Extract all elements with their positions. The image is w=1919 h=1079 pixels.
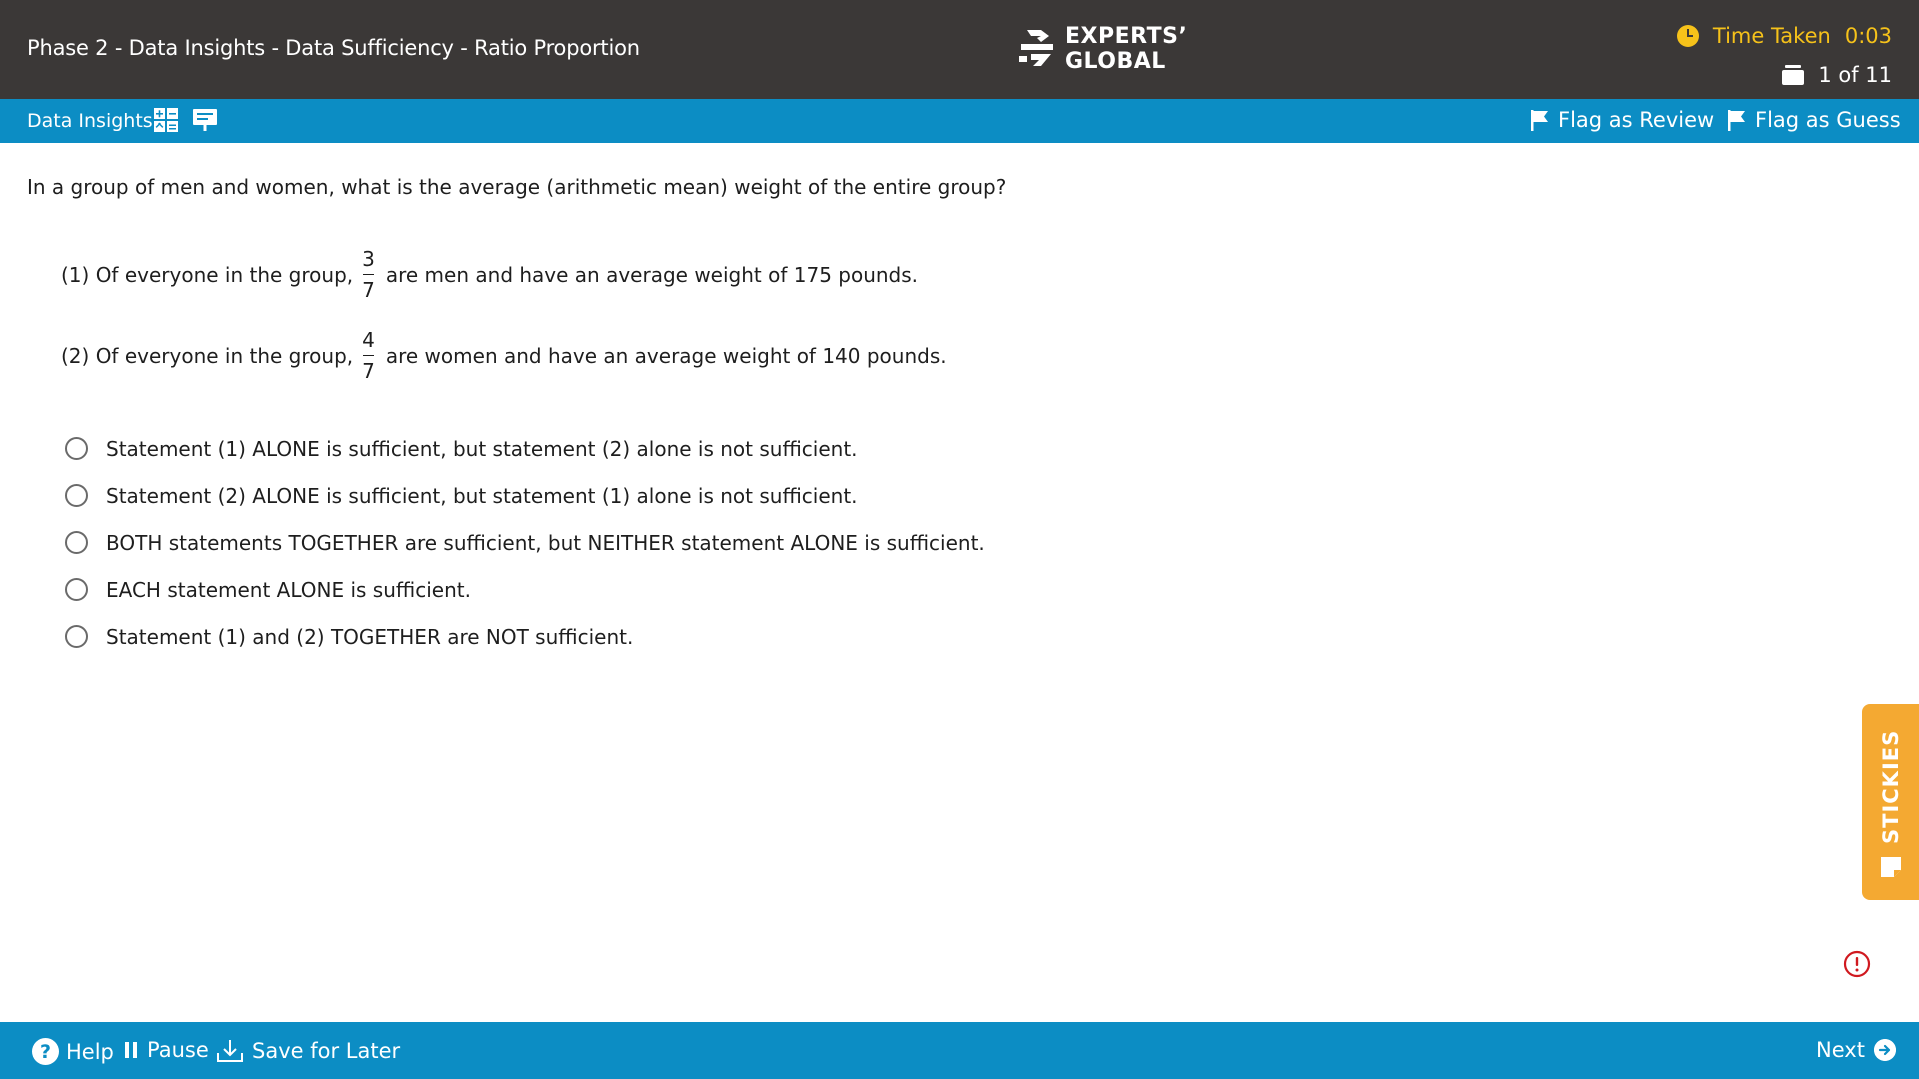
- radio-button[interactable]: [65, 484, 88, 507]
- exam-title: Phase 2 - Data Insights - Data Sufficiency - Ratio Proportion: [27, 36, 640, 60]
- arrow-right-icon: [1874, 1039, 1896, 1061]
- statement-2: [61, 328, 947, 383]
- help-label: Help: [66, 1039, 114, 1064]
- sticky-note-icon: [1878, 854, 1904, 880]
- flag-guess-label: Flag as Guess: [1755, 108, 1901, 132]
- brand-line-2: GLOBAL: [1065, 49, 1166, 74]
- radio-button[interactable]: [65, 625, 88, 648]
- flag-review-label: Flag as Review: [1558, 108, 1715, 132]
- fraction-numerator: 4: [362, 328, 375, 352]
- timer-label: Time Taken: [1712, 24, 1831, 48]
- answer-option-d[interactable]: [65, 566, 985, 613]
- report-error-icon[interactable]: [1843, 950, 1871, 978]
- statement-2-suffix: are women and have an average weight of 140 pounds.: [385, 343, 947, 368]
- flag-guess-button[interactable]: [1727, 108, 1901, 132]
- next-button[interactable]: [1816, 1038, 1896, 1062]
- fraction-numerator: 3: [362, 247, 375, 271]
- answer-option-label: Statement (2) ALONE is sufficient, but statement (1) alone is not sufficient.: [106, 483, 858, 508]
- question-stem: In a group of men and women, what is the average (arithmetic mean) weight of the entire group?: [27, 175, 1007, 199]
- fraction-denominator: 7: [362, 359, 375, 383]
- statement-2-prefix: (2) Of everyone in the group,: [61, 343, 354, 368]
- answer-options: [65, 425, 985, 660]
- timer: [1677, 24, 1892, 48]
- section-name: Data Insights: [27, 110, 153, 132]
- footer-bar: [0, 1022, 1919, 1079]
- fraction: [362, 247, 375, 302]
- save-for-later-button[interactable]: [216, 1038, 400, 1064]
- question-progress: [1782, 63, 1892, 87]
- stickies-tab[interactable]: [1862, 704, 1919, 900]
- radio-button[interactable]: [65, 531, 88, 554]
- help-icon: ?: [32, 1038, 59, 1065]
- toolbar: [0, 99, 1919, 143]
- answer-option-label: EACH statement ALONE is sufficient.: [106, 577, 471, 602]
- pause-button[interactable]: [124, 1038, 209, 1062]
- fraction: [362, 328, 375, 383]
- brand-logo-icon: [1017, 26, 1057, 72]
- download-icon: [216, 1038, 244, 1064]
- statement-1-prefix: (1) Of everyone in the group,: [61, 262, 354, 287]
- save-for-later-label: Save for Later: [252, 1039, 401, 1063]
- brand-logo: [1017, 24, 1187, 74]
- answer-option-a[interactable]: [65, 425, 985, 472]
- stickies-label: STICKIES: [1879, 729, 1903, 845]
- radio-button[interactable]: [65, 578, 88, 601]
- timer-value: 0:03: [1844, 24, 1892, 48]
- answer-option-c[interactable]: [65, 519, 985, 566]
- pause-label: Pause: [147, 1038, 209, 1062]
- top-header: [0, 0, 1919, 99]
- answer-option-label: BOTH statements TOGETHER are sufficient, but NEITHER statement ALONE is sufficient.: [106, 530, 985, 555]
- next-label: Next: [1816, 1038, 1865, 1062]
- clock-icon: [1677, 25, 1699, 47]
- progress-text: 1 of 11: [1818, 63, 1892, 87]
- brand-line-1: EXPERTS’: [1065, 24, 1188, 49]
- flag-review-button[interactable]: [1530, 108, 1714, 132]
- help-button[interactable]: [32, 1038, 114, 1065]
- answer-option-label: Statement (1) and (2) TOGETHER are NOT sufficient.: [106, 624, 634, 649]
- fraction-denominator: 7: [362, 278, 375, 302]
- flag-icon: [1530, 109, 1549, 131]
- pause-icon: [124, 1042, 138, 1058]
- question-stack-icon: [1782, 65, 1804, 85]
- answer-option-label: Statement (1) ALONE is sufficient, but statement (2) alone is not sufficient.: [106, 436, 858, 461]
- whiteboard-icon[interactable]: [192, 107, 218, 133]
- answer-option-e[interactable]: [65, 613, 985, 660]
- answer-option-b[interactable]: [65, 472, 985, 519]
- flag-icon: [1727, 109, 1746, 131]
- statement-1-suffix: are men and have an average weight of 175 pounds.: [385, 262, 919, 287]
- radio-button[interactable]: [65, 437, 88, 460]
- statement-1: [61, 247, 918, 302]
- calculator-icon[interactable]: [153, 107, 179, 133]
